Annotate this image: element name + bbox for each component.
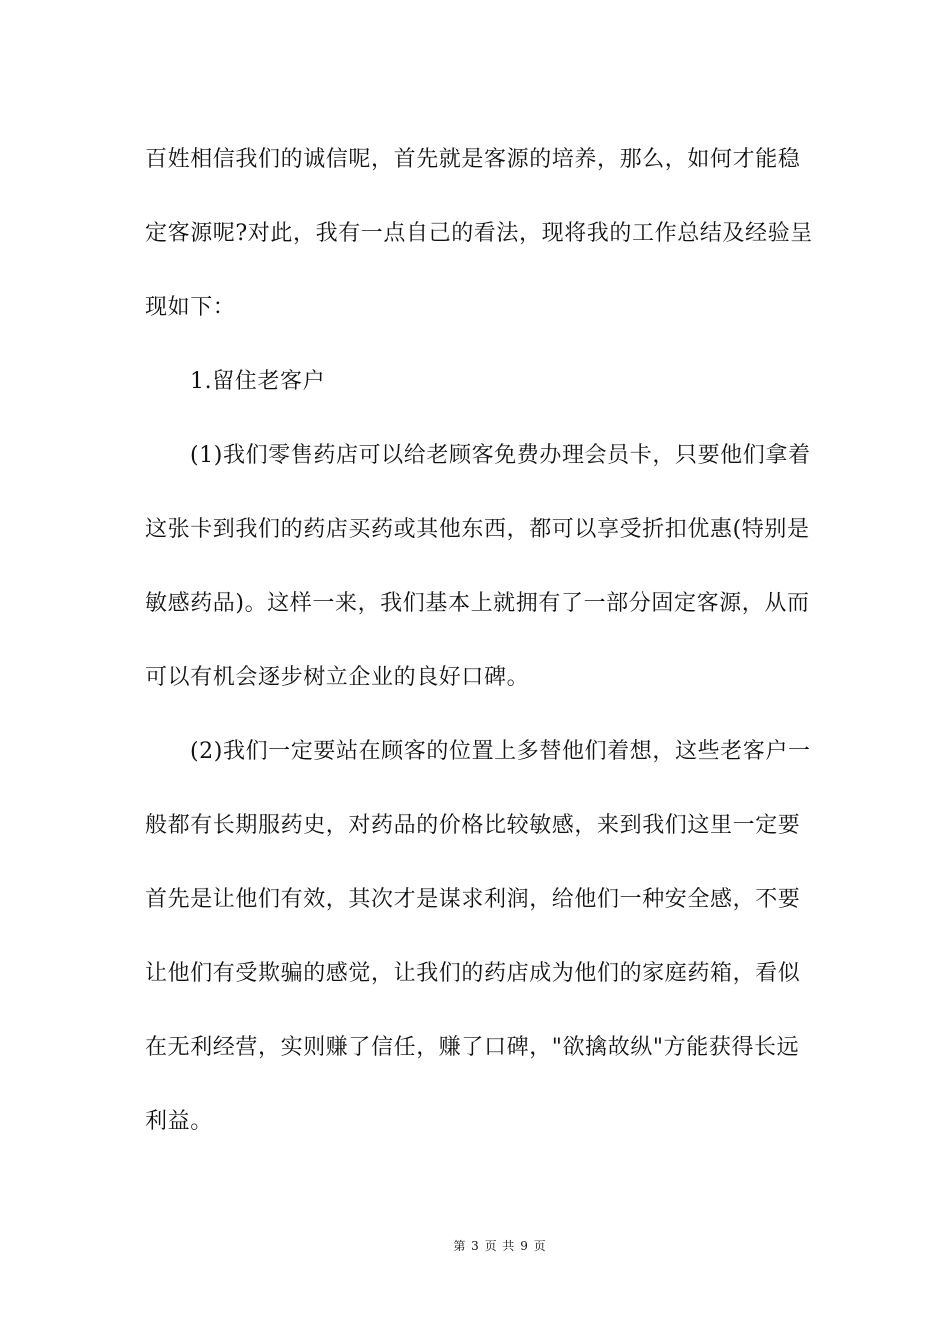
body-text-line: 首先是让他们有效，其次才是谋求利润，给他们一种安全感，不要 — [145, 887, 801, 912]
body-text-line: 现如下： — [145, 295, 236, 320]
body-text-line: 敏感药品)。这样一来，我们基本上就拥有了一部分固定客源，从而 — [145, 591, 810, 616]
body-text-line: 可以有机会逐步树立企业的良好口碑。 — [145, 665, 530, 690]
page-number: 第 3 页 共 9 页 — [453, 1239, 547, 1253]
body-text-line: 定客源呢?对此，我有一点自己的看法，现将我的工作总结及经验呈 — [145, 221, 813, 246]
body-text-line: 在无利经营，实则赚了信任，赚了口碑，"欲擒故纵"方能获得长远 — [145, 1035, 800, 1060]
body-text-line: 般都有长期服药史，对药品的价格比较敏感，来到我们这里一定要 — [145, 813, 801, 838]
body-text-line: 利益。 — [145, 1109, 213, 1134]
body-text-line: 让他们有受欺骗的感觉，让我们的药店成为他们的家庭药箱，看似 — [145, 961, 801, 986]
body-text-line: 这张卡到我们的药店买药或其他东西，都可以享受折扣优惠(特别是 — [145, 517, 810, 542]
body-text-line: 百姓相信我们的诚信呢，首先就是客源的培养，那么，如何才能稳 — [145, 147, 801, 172]
body-text-line: (2)我们一定要站在顾客的位置上多替他们着想，这些老客户一 — [190, 739, 811, 764]
body-text-line: (1)我们零售药店可以给老顾客免费办理会员卡，只要他们拿着 — [190, 443, 811, 468]
section-heading: 1.留住老客户 — [190, 369, 326, 394]
